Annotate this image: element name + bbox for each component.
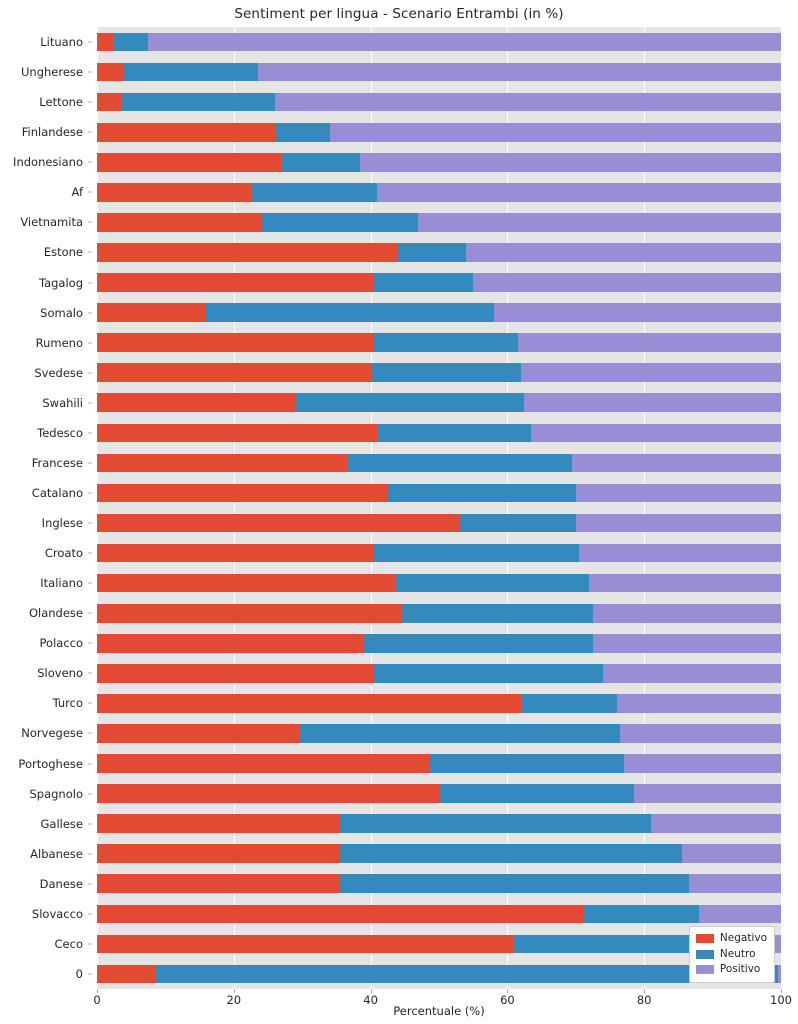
bar-segment-neutro	[395, 574, 590, 593]
y-tick-mark	[88, 643, 92, 644]
bar-segment-negativo	[97, 814, 340, 833]
bar-segment-neutro	[460, 514, 576, 533]
x-tick-label: 0	[93, 993, 101, 1007]
y-tick-label: Somalo	[40, 305, 83, 320]
bar-segment-negativo	[97, 333, 374, 352]
bar-segment-negativo	[97, 273, 374, 292]
y-tick-mark	[88, 402, 92, 403]
bar-segment-neutro	[114, 33, 148, 52]
y-tick-label: Rumeno	[35, 335, 83, 350]
y-tick-mark	[88, 733, 92, 734]
bar-row	[97, 183, 781, 202]
x-tick-label: 40	[363, 993, 378, 1007]
bar-segment-neutro	[340, 844, 682, 863]
bar-segment-neutro	[124, 63, 257, 82]
y-tick-label: Lituano	[40, 35, 83, 50]
y-tick-label: Italiano	[40, 576, 83, 591]
bar-segment-positivo	[617, 694, 781, 713]
y-tick-mark	[88, 162, 92, 163]
bar-segment-neutro	[206, 303, 493, 322]
bar-segment-positivo	[148, 33, 781, 52]
bar-segment-negativo	[97, 844, 340, 863]
y-tick-label: Norvegese	[21, 726, 83, 741]
bar-segment-negativo	[97, 965, 155, 984]
y-tick-mark	[88, 763, 92, 764]
bar-segment-positivo	[778, 965, 781, 984]
bar-segment-negativo	[97, 664, 374, 683]
bar-segment-neutro	[583, 905, 699, 924]
bar-segment-negativo	[97, 544, 374, 563]
bar-segment-positivo	[576, 484, 781, 503]
bar-segment-positivo	[634, 784, 781, 803]
bar-segment-positivo	[651, 814, 781, 833]
legend-swatch	[696, 934, 714, 943]
bar-segment-neutro	[121, 93, 275, 112]
bar-segment-negativo	[97, 93, 121, 112]
x-tick-label: 20	[226, 993, 242, 1007]
y-tick-mark	[88, 252, 92, 253]
y-tick-label: Slovacco	[31, 906, 83, 921]
y-tick-mark	[88, 102, 92, 103]
y-tick-label: Croato	[44, 546, 83, 561]
legend-swatch	[696, 950, 714, 959]
y-tick-mark	[88, 282, 92, 283]
y-axis-labels	[0, 27, 92, 989]
bar-row	[97, 424, 781, 443]
bar-row	[97, 33, 781, 52]
legend-label: Negativo	[719, 932, 767, 945]
y-tick-mark	[88, 913, 92, 914]
bar-segment-negativo	[97, 784, 439, 803]
bar-row	[97, 454, 781, 473]
legend-item	[696, 962, 767, 977]
bar-segment-neutro	[295, 393, 524, 412]
y-tick-mark	[88, 523, 92, 524]
bar-segment-negativo	[97, 484, 388, 503]
y-tick-label: Finlandese	[21, 125, 83, 140]
bar-row	[97, 784, 781, 803]
chart-legend	[689, 926, 775, 983]
gridline	[781, 27, 782, 989]
y-tick-mark	[88, 553, 92, 554]
y-tick-mark	[88, 432, 92, 433]
bar-segment-neutro	[374, 333, 518, 352]
y-tick-label: Tedesco	[37, 425, 83, 440]
y-tick-label: Swahili	[42, 395, 83, 410]
bar-segment-neutro	[377, 424, 531, 443]
bar-segment-positivo	[330, 123, 781, 142]
bar-segment-negativo	[97, 874, 340, 893]
bar-row	[97, 965, 781, 984]
bar-row	[97, 213, 781, 232]
bar-segment-neutro	[261, 213, 418, 232]
bar-row	[97, 604, 781, 623]
bar-segment-positivo	[531, 424, 781, 443]
bar-segment-negativo	[97, 604, 401, 623]
bar-segment-neutro	[388, 484, 576, 503]
chart-title: Sentiment per lingua - Scenario Entrambi (in %)	[234, 6, 564, 22]
bar-row	[97, 724, 781, 743]
bar-segment-negativo	[97, 393, 295, 412]
y-tick-mark	[88, 222, 92, 223]
legend-item	[696, 947, 767, 962]
bar-segment-neutro	[374, 273, 473, 292]
bar-segment-positivo	[682, 844, 781, 863]
bar-segment-negativo	[97, 454, 347, 473]
bar-row	[97, 694, 781, 713]
y-tick-label: Catalano	[31, 485, 83, 500]
y-tick-label: Ungherese	[21, 65, 83, 80]
y-tick-mark	[88, 883, 92, 884]
bar-segment-negativo	[97, 694, 521, 713]
bar-segment-negativo	[97, 634, 364, 653]
bar-row	[97, 123, 781, 142]
y-tick-mark	[88, 793, 92, 794]
bar-segment-negativo	[97, 213, 261, 232]
legend-item	[696, 931, 767, 946]
bar-segment-positivo	[521, 363, 781, 382]
bar-segment-positivo	[473, 273, 781, 292]
y-tick-mark	[88, 973, 92, 974]
bar-row	[97, 544, 781, 563]
bar-segment-neutro	[299, 724, 620, 743]
bar-row	[97, 333, 781, 352]
bar-row	[97, 153, 781, 172]
bar-segment-negativo	[97, 424, 377, 443]
bar-segment-negativo	[97, 754, 429, 773]
bar-row	[97, 393, 781, 412]
y-tick-mark	[88, 312, 92, 313]
bar-segment-neutro	[340, 874, 689, 893]
bar-segment-negativo	[97, 33, 114, 52]
bar-segment-positivo	[258, 63, 781, 82]
y-tick-label: Estone	[43, 245, 83, 260]
y-tick-label: Sloveno	[37, 666, 83, 681]
bar-segment-negativo	[97, 935, 514, 954]
bar-segment-positivo	[576, 514, 781, 533]
bar-segment-neutro	[364, 634, 593, 653]
x-tick-label: 100	[770, 993, 792, 1007]
y-tick-label: Spagnolo	[29, 786, 83, 801]
bar-segment-positivo	[593, 634, 781, 653]
y-tick-label: Lettone	[39, 95, 83, 110]
bar-row	[97, 844, 781, 863]
y-tick-label: Danese	[39, 876, 83, 891]
y-tick-mark	[88, 72, 92, 73]
bar-segment-neutro	[374, 664, 603, 683]
bar-segment-positivo	[624, 754, 781, 773]
bar-segment-positivo	[593, 604, 781, 623]
bar-row	[97, 514, 781, 533]
bar-segment-neutro	[374, 544, 579, 563]
y-tick-label: Olandese	[28, 606, 83, 621]
bar-segment-negativo	[97, 514, 460, 533]
bar-row	[97, 814, 781, 833]
bar-row	[97, 634, 781, 653]
bar-segment-negativo	[97, 574, 395, 593]
bar-segment-negativo	[97, 363, 371, 382]
bar-segment-positivo	[603, 664, 781, 683]
bar-segment-neutro	[275, 123, 330, 142]
bar-segment-positivo	[620, 724, 781, 743]
y-tick-mark	[88, 853, 92, 854]
y-tick-mark	[88, 673, 92, 674]
bar-row	[97, 93, 781, 112]
bar-row	[97, 905, 781, 924]
x-axis-title: Percentuale (%)	[393, 1004, 485, 1018]
y-tick-label: Af	[71, 185, 83, 200]
y-tick-label: Gallese	[40, 816, 83, 831]
y-tick-mark	[88, 342, 92, 343]
bar-segment-neutro	[429, 754, 624, 773]
y-tick-label: Francese	[31, 455, 83, 470]
bar-segment-positivo	[572, 454, 781, 473]
bar-row	[97, 574, 781, 593]
bar-row	[97, 935, 781, 954]
y-tick-label: Portoghese	[18, 756, 83, 771]
y-tick-mark	[88, 613, 92, 614]
x-tick-label: 60	[500, 993, 515, 1007]
bar-segment-negativo	[97, 123, 275, 142]
y-tick-mark	[88, 192, 92, 193]
y-tick-label: Inglese	[41, 516, 83, 531]
y-tick-label: Svedese	[34, 365, 83, 380]
plot-area	[97, 27, 781, 989]
bar-segment-neutro	[401, 604, 593, 623]
y-tick-label: Tagalog	[38, 275, 83, 290]
bar-row	[97, 754, 781, 773]
bar-segment-negativo	[97, 183, 251, 202]
bar-segment-positivo	[494, 303, 781, 322]
bar-segment-neutro	[251, 183, 378, 202]
bar-segment-positivo	[524, 393, 781, 412]
bar-row	[97, 664, 781, 683]
y-tick-mark	[88, 462, 92, 463]
y-tick-label: Turco	[52, 696, 83, 711]
bar-row	[97, 273, 781, 292]
y-tick-mark	[88, 583, 92, 584]
y-tick-mark	[88, 132, 92, 133]
bar-segment-neutro	[282, 153, 361, 172]
bars-layer	[97, 27, 781, 989]
y-tick-label: 0	[75, 966, 83, 981]
bar-segment-negativo	[97, 303, 206, 322]
bar-row	[97, 243, 781, 262]
bar-segment-negativo	[97, 905, 583, 924]
y-tick-label: Polacco	[39, 636, 83, 651]
y-tick-label: Albanese	[30, 846, 83, 861]
bar-segment-neutro	[155, 965, 777, 984]
y-tick-mark	[88, 823, 92, 824]
y-tick-mark	[88, 372, 92, 373]
legend-label: Positivo	[719, 962, 761, 975]
bar-segment-negativo	[97, 243, 398, 262]
bar-segment-neutro	[340, 814, 651, 833]
bar-segment-neutro	[439, 784, 634, 803]
bar-segment-positivo	[360, 153, 781, 172]
y-tick-mark	[88, 703, 92, 704]
bar-segment-positivo	[518, 333, 781, 352]
bar-row	[97, 303, 781, 322]
y-tick-label: Indonesiano	[13, 155, 83, 170]
bar-segment-positivo	[418, 213, 781, 232]
legend-swatch	[696, 965, 714, 974]
bar-segment-positivo	[589, 574, 781, 593]
bar-segment-neutro	[347, 454, 573, 473]
y-tick-mark	[88, 492, 92, 493]
bar-row	[97, 874, 781, 893]
bar-segment-neutro	[398, 243, 466, 262]
bar-row	[97, 363, 781, 382]
bar-segment-neutro	[371, 363, 521, 382]
legend-label: Neutro	[719, 947, 756, 960]
bar-segment-positivo	[699, 905, 781, 924]
y-tick-mark	[88, 42, 92, 43]
y-tick-label: Ceco	[54, 936, 83, 951]
x-tick-label: 80	[636, 993, 652, 1007]
bar-segment-negativo	[97, 724, 299, 743]
bar-row	[97, 484, 781, 503]
bar-segment-positivo	[377, 183, 781, 202]
bar-segment-neutro	[521, 694, 617, 713]
y-tick-label: Vietnamita	[20, 215, 83, 230]
bar-row	[97, 63, 781, 82]
bar-segment-positivo	[275, 93, 781, 112]
bar-segment-positivo	[689, 874, 781, 893]
bar-segment-negativo	[97, 63, 124, 82]
bar-segment-negativo	[97, 153, 282, 172]
bar-segment-positivo	[579, 544, 781, 563]
y-tick-mark	[88, 943, 92, 944]
bar-segment-positivo	[466, 243, 781, 262]
